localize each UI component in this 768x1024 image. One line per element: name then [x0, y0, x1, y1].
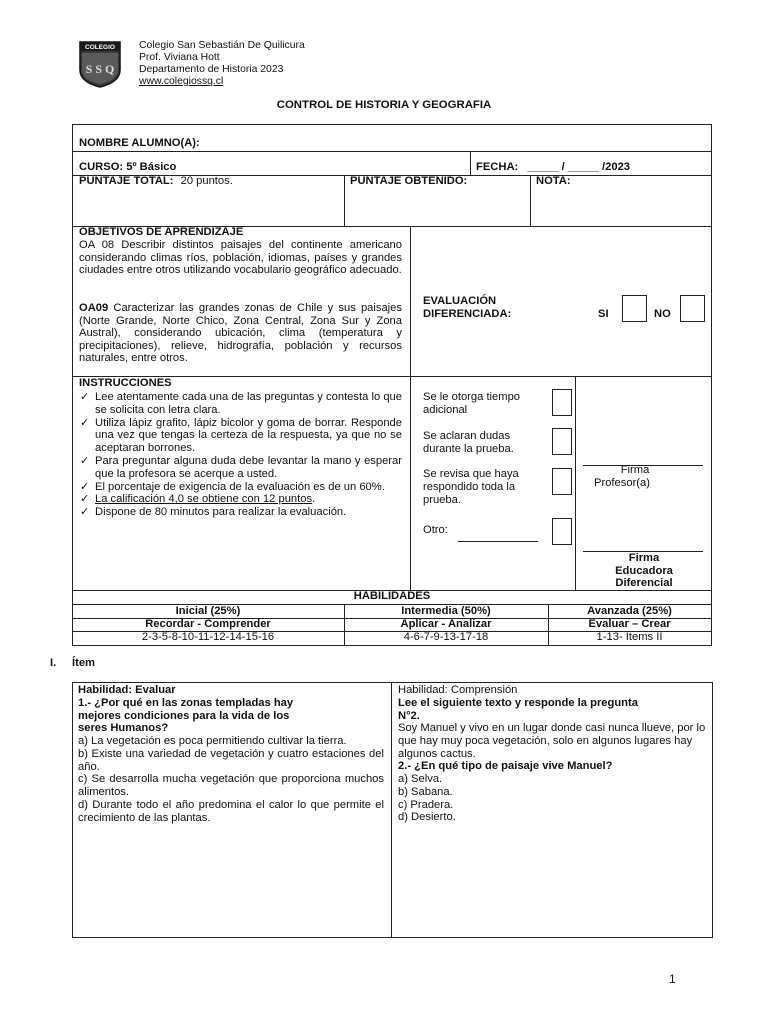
logo-caption: COLEGIO	[85, 44, 115, 51]
section-number: I.	[50, 657, 57, 669]
instruction-text: Dispone de 80 minutos para realizar la evaluación.	[95, 506, 347, 519]
q2-option-a[interactable]: a) Selva.	[398, 773, 443, 785]
differentiated-label-2: DIFERENCIADA:	[423, 308, 512, 320]
student-name-label: NOMBRE ALUMNO(A):	[79, 137, 200, 149]
instruction-text: El porcentaje de exigencia de la evaluación es de un 60%.	[95, 480, 385, 493]
q2-option-d[interactable]: d) Desierto.	[398, 811, 456, 824]
date-field[interactable]	[476, 161, 630, 174]
course-field	[79, 161, 176, 174]
skills-level-intermediate: Intermedia (50%)	[401, 605, 491, 617]
differentiated-no-label: NO	[654, 308, 671, 320]
doubts-checkbox[interactable]	[552, 428, 572, 455]
department: Departamento de Historia 2023	[139, 64, 284, 75]
educator-signature-label-3: Diferencial	[615, 577, 673, 589]
check-icon: ✓	[80, 391, 90, 403]
q1-option-c[interactable]: c) Se desarrolla mucha vegetación que proporciona muchos alimentos.	[78, 773, 384, 799]
q1-prompt-line-1: 1.- ¿Por qué en las zonas templadas hay	[78, 697, 294, 709]
instruction-text: Utiliza lápiz grafito, lápiz bicolor y goma de borrar. Responde una vez que tengas la certeza de la respuesta, ya que no se aceptaran borrones.	[95, 416, 402, 455]
instructions-heading: INSTRUCCIONES	[79, 377, 172, 389]
skills-items-intermediate: 4-6-7-9-13-17-18	[403, 631, 489, 643]
check-icon: ✓	[80, 454, 90, 467]
grade-field[interactable]	[532, 190, 709, 224]
differentiated-no-checkbox[interactable]	[680, 295, 705, 322]
skills-items-advanced: 1-13- Items II	[596, 631, 663, 643]
q2-instruction-2: N°2.	[398, 710, 420, 722]
extra-time-label: Se le otorga tiempo adicional	[423, 391, 521, 416]
instruction-text: La calificación 4,0 se obtiene con 12 puntos	[95, 493, 313, 506]
other-input-line[interactable]	[458, 541, 538, 542]
q2-passage: Soy Manuel y vivo en un lugar donde casi nunca llueve, por lo que hay muy poca vegetación, solo en algunos lugares hay algunos cactus.	[398, 722, 706, 760]
list-item	[78, 455, 402, 481]
page-number: 1	[669, 972, 676, 986]
grade-label: NOTA:	[536, 175, 571, 187]
total-score-value: 20 puntos.	[180, 175, 233, 187]
educator-signature-label-2: Educadora	[615, 565, 673, 577]
teacher-signature-label-1: Firma	[620, 464, 650, 476]
q1-skill: Habilidad: Evaluar	[78, 684, 176, 696]
instruction-text: Lee atentamente cada una de las preguntas y contesta lo que se solicita con letra clara.	[95, 391, 402, 416]
list-item	[78, 391, 402, 417]
differentiated-yes-label: SI	[598, 308, 609, 320]
list-item	[78, 506, 402, 519]
teacher-signature-label-2: Profesor(a)	[594, 477, 650, 489]
total-score	[79, 175, 233, 188]
q1-option-d[interactable]: d) Durante todo el año predomina el calor lo que permite el crecimiento de las plantas.	[78, 798, 384, 824]
skills-heading: HABILIDADES	[353, 590, 431, 602]
course-value: 5º Básico	[126, 161, 177, 173]
teacher-name: Prof. Viviana Hott	[139, 52, 220, 63]
objectives-heading: OBJETIVOS DE APRENDIZAJE	[79, 226, 244, 238]
differentiated-label-1: EVALUACIÓN	[423, 295, 497, 307]
q1-prompt-line-2: mejores condiciones para la vida de los	[78, 710, 290, 722]
check-icon: ✓	[80, 506, 90, 519]
list-item	[78, 417, 402, 455]
student-name-field[interactable]	[220, 130, 705, 148]
page-title: CONTROL DE HISTORIA Y GEOGRAFIA	[276, 99, 492, 111]
school-website-link[interactable]: www.colegiossq.cl	[139, 76, 224, 87]
section-title: Ítem	[72, 657, 96, 669]
check-icon: ✓	[80, 493, 90, 506]
total-score-label: PUNTAJE TOTAL:	[79, 175, 174, 187]
q1-prompt-line-3: seres Humanos?	[78, 722, 169, 734]
oa09-text: Caracterizar las grandes zonas de Chile y sus paisajes (Norte Grande, Norte Chico, Zona Central, Zona Sur y Zona Austral), considerando ubicación, clima (temperatura y precipitaciones), relieve, hidrografía, población y recursos naturales, entre otros.	[79, 302, 402, 365]
q2-prompt: 2.- ¿En qué tipo de paisaje vive Manuel?	[398, 760, 613, 772]
instruction-text-tail: .	[312, 493, 316, 506]
list-item	[78, 493, 402, 506]
instruction-text: Para preguntar alguna duda debe levantar la mano y esperar que la profesora se acerque a usted.	[95, 454, 402, 480]
objective-oa09	[79, 302, 402, 365]
q2-instruction-1: Lee el siguiente texto y responde la pregunta	[398, 697, 638, 709]
date-value: _____ / _____ /2023	[527, 161, 631, 173]
oa09-code: OA09	[79, 302, 109, 314]
school-name: Colegio San Sebastián De Quilicura	[139, 40, 305, 51]
check-icon: ✓	[80, 416, 90, 429]
review-label: Se revisa que haya respondido toda la prueba.	[423, 468, 519, 506]
skills-items-initial: 2-3-5-8-10-11-12-14-15-16	[141, 631, 275, 643]
list-item	[78, 481, 402, 494]
q2-option-c[interactable]: c) Pradera.	[398, 798, 454, 811]
date-label: FECHA:	[476, 161, 519, 173]
educator-signature-label-1: Firma	[628, 552, 660, 564]
objective-oa08: OA 08 Describir distintos paisajes del continente americano considerando climas ríos, población, idiomas, países y grandes ciudades entre otros utilizando vocabulario geográfico adecuado.	[79, 239, 402, 277]
other-label: Otro:	[423, 524, 448, 536]
q2-option-b[interactable]: b) Sabana.	[398, 785, 453, 798]
q1-option-a[interactable]: a) La vegetación es poca permitiendo cultivar la tierra.	[78, 735, 347, 747]
skills-level-initial: Inicial (25%)	[175, 605, 241, 617]
obtained-score-field[interactable]	[346, 190, 528, 224]
skills-level-advanced: Avanzada (25%)	[587, 605, 672, 617]
course-label: CURSO:	[79, 161, 124, 173]
skills-type-advanced: Evaluar – Crear	[588, 618, 671, 630]
skills-type-intermediate: Aplicar - Analizar	[400, 618, 492, 630]
q1-option-b[interactable]: b) Existe una variedad de vegetación y cuatro estaciones del año.	[78, 747, 384, 773]
skills-type-initial: Recordar - Comprender	[145, 618, 271, 630]
check-icon: ✓	[80, 480, 90, 493]
instructions-list	[78, 391, 402, 519]
extra-time-checkbox[interactable]	[552, 389, 572, 416]
logo-monogram: S S Q	[85, 62, 115, 76]
school-logo	[78, 40, 122, 88]
doubts-label: Se aclaran dudas durante la prueba.	[423, 430, 514, 455]
other-checkbox[interactable]	[552, 518, 572, 545]
obtained-score-label: PUNTAJE OBTENIDO:	[350, 175, 468, 187]
differentiated-yes-checkbox[interactable]	[622, 295, 647, 322]
q2-options	[398, 773, 456, 824]
q2-skill: Habilidad: Comprensión	[398, 684, 518, 696]
q1-options	[78, 735, 384, 825]
